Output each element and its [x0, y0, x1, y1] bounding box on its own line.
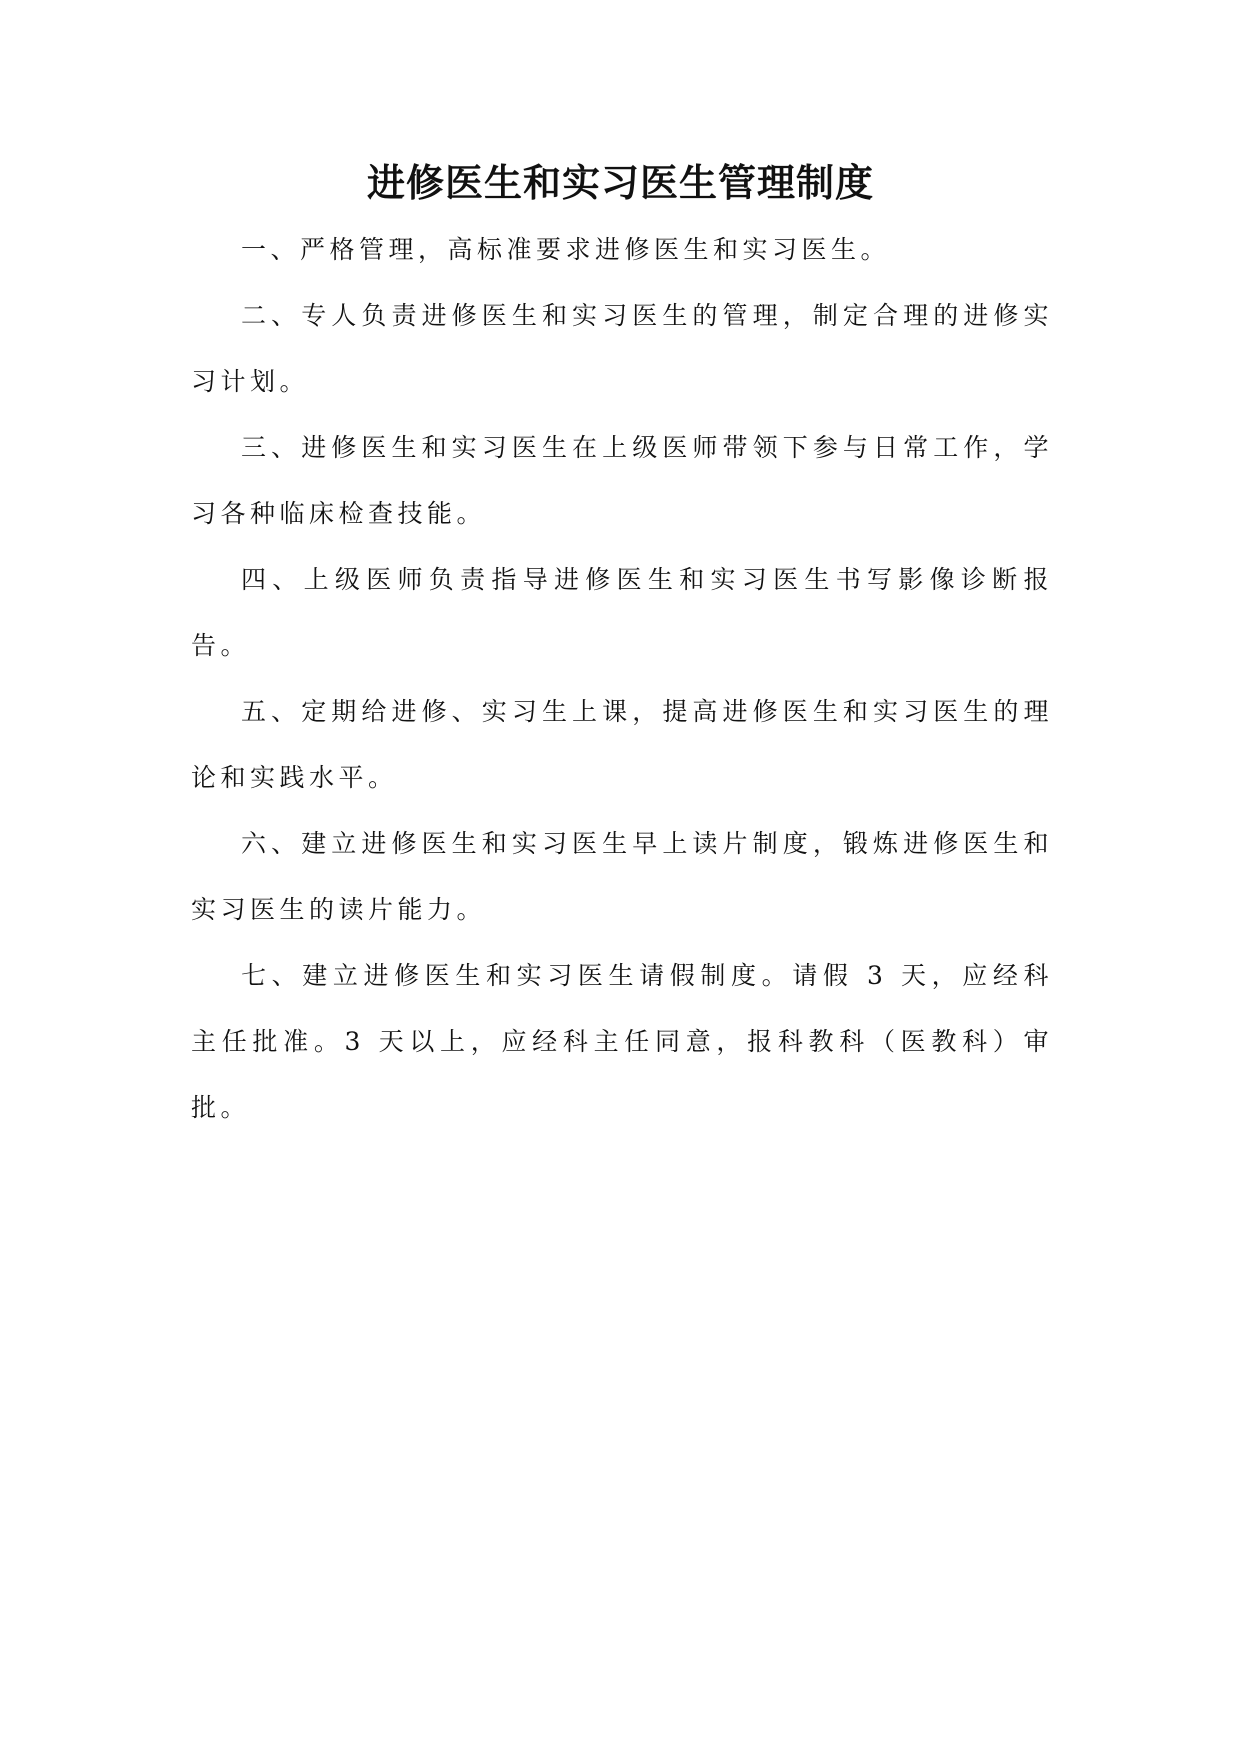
paragraph-3: 三、进修医生和实习医生在上级医师带领下参与日常工作，学习各种临床检查技能。	[191, 433, 1053, 528]
paragraph-5: 五、定期给进修、实习生上课，提高进修医生和实习医生的理论和实践水平。	[191, 697, 1053, 792]
paragraph-2: 二、专人负责进修医生和实习医生的管理，制定合理的进修实习计划。	[191, 301, 1053, 396]
paragraph-7: 七、建立进修医生和实习医生请假制度。请假 3 天，应经科主任批准。3 天以上，应经科主任同意，报科教科（医教科）审批。	[191, 961, 1053, 1122]
paragraph-4: 四、上级医师负责指导进修医生和实习医生书写影像诊断报告。	[191, 565, 1053, 660]
paragraph-1: 一、严格管理，高标准要求进修医生和实习医生。	[241, 235, 891, 264]
document-title: 进修医生和实习医生管理制度	[366, 160, 874, 205]
paragraph-6: 六、建立进修医生和实习医生早上读片制度，锻炼进修医生和实习医生的读片能力。	[191, 829, 1053, 924]
document-body	[191, 217, 1053, 1141]
